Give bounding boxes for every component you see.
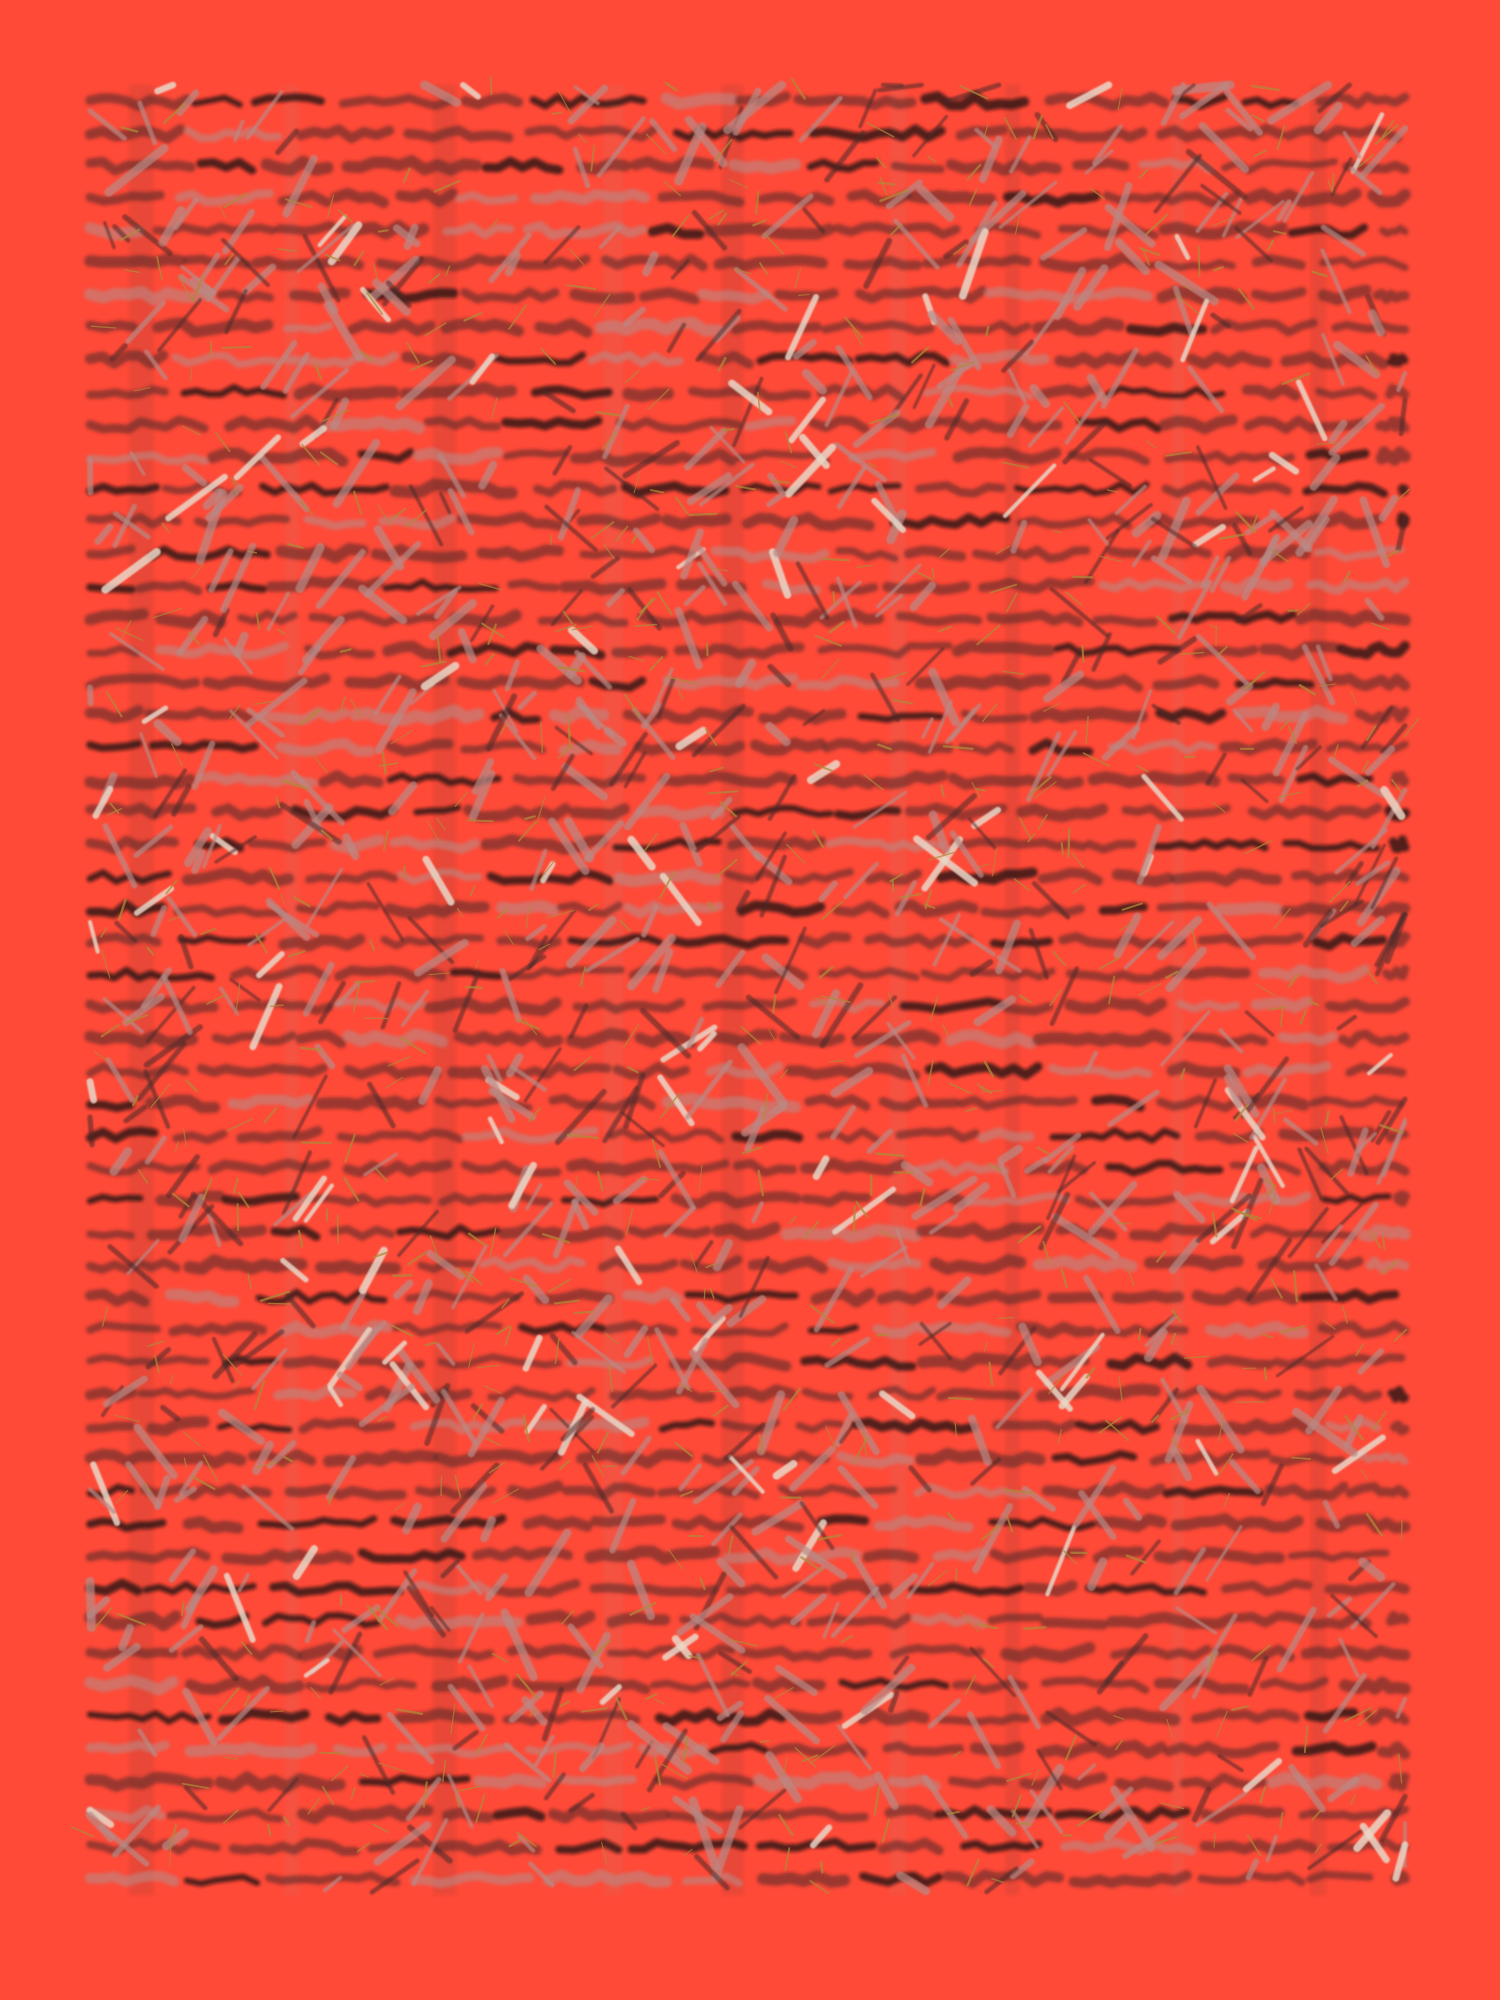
squiggle-segment (1303, 1293, 1395, 1300)
squiggle-segment (760, 355, 849, 361)
ochre-fleck (441, 1476, 442, 1495)
ochre-fleck (689, 514, 716, 515)
squiggle-segment (641, 810, 720, 816)
squiggle-segment (953, 778, 1079, 785)
squiggle-segment (90, 1105, 130, 1108)
squiggle-segment (90, 1454, 152, 1461)
squiggle-segment (90, 195, 160, 201)
squiggle-segment (952, 1781, 1003, 1785)
squiggle-segment (1053, 1297, 1098, 1298)
ochre-fleck (223, 347, 251, 348)
squiggle-segment (202, 1068, 324, 1073)
squiggle-segment (90, 1876, 174, 1882)
squiggle-segment (1310, 581, 1405, 590)
ochre-fleck (1214, 1834, 1215, 1848)
squiggle-segment (702, 294, 765, 299)
squiggle-segment (1335, 325, 1405, 330)
squiggle-segment (255, 97, 321, 102)
squiggle-segment (575, 455, 649, 462)
squiggle-segment (1044, 1745, 1162, 1754)
ochre-fleck (949, 1398, 973, 1399)
ochre-fleck (1062, 843, 1063, 854)
ochre-fleck (365, 1018, 388, 1019)
squiggle-segment (958, 646, 1050, 651)
squiggle-segment (1284, 1132, 1371, 1136)
ochre-fleck (854, 1207, 855, 1233)
squiggle-segment (312, 614, 433, 623)
ochre-fleck (490, 77, 491, 95)
squiggle-segment (90, 1234, 131, 1236)
squiggle-segment (821, 1519, 864, 1522)
squiggle-segment (783, 1037, 840, 1043)
ochre-fleck (238, 1204, 239, 1230)
squiggle-segment (1221, 908, 1277, 910)
squiggle-segment (1248, 1066, 1327, 1073)
squiggle-segment (1094, 776, 1215, 782)
squiggle-segment (719, 260, 823, 266)
squiggle-segment (1038, 1035, 1166, 1041)
squiggle-segment (278, 1390, 352, 1396)
squiggle-segment (883, 1842, 939, 1850)
squiggle-segment (762, 196, 829, 202)
squiggle-segment (1398, 1195, 1405, 1202)
squiggle-segment (612, 1618, 665, 1623)
squiggle-segment (1301, 614, 1405, 622)
squiggle-segment (1211, 1360, 1269, 1365)
squiggle-segment (337, 1747, 382, 1752)
squiggle-segment (327, 422, 419, 429)
ochre-fleck (830, 1061, 844, 1062)
squiggle-segment (1357, 1455, 1406, 1462)
squiggle-segment (466, 98, 519, 105)
squiggle-segment (627, 1292, 678, 1299)
slash-mark (90, 1117, 92, 1145)
squiggle-segment (538, 1422, 645, 1428)
squiggle-segment (1296, 1746, 1371, 1752)
squiggle-segment (790, 1068, 915, 1076)
squiggle-segment (1282, 1036, 1333, 1041)
squiggle-segment (90, 1426, 130, 1429)
slash-mark (90, 1082, 94, 1100)
ochre-fleck (1185, 757, 1194, 758)
squiggle-segment (139, 585, 198, 591)
squiggle-segment (1167, 1489, 1261, 1494)
squiggle-segment (321, 1265, 395, 1269)
ochre-fleck (393, 1275, 411, 1276)
squiggle-segment (582, 518, 657, 526)
squiggle-segment (1074, 1875, 1187, 1883)
squiggle-segment (1120, 1782, 1168, 1787)
squiggle-segment (176, 1134, 223, 1141)
squiggle-segment (639, 746, 740, 752)
squiggle-segment (502, 906, 554, 910)
squiggle-segment (221, 1777, 340, 1787)
squiggle-segment (1096, 619, 1154, 623)
ochre-fleck (575, 1312, 593, 1313)
squiggle-segment (852, 452, 932, 458)
squiggle-segment (1395, 775, 1406, 783)
ochre-fleck (404, 866, 405, 877)
squiggle-segment (1117, 1295, 1178, 1298)
slash-mark (883, 85, 901, 86)
squiggle-segment (975, 1747, 1019, 1751)
squiggle-segment (1252, 808, 1377, 817)
ochre-fleck (821, 1862, 822, 1872)
squiggle-segment (1306, 1650, 1405, 1656)
ochre-fleck (467, 820, 493, 821)
squiggle-segment (1197, 650, 1254, 654)
ochre-fleck (1199, 247, 1200, 277)
squiggle-segment (299, 389, 393, 397)
squiggle-segment (462, 679, 580, 685)
squiggle-segment (540, 1294, 609, 1300)
squiggle-segment (879, 1520, 969, 1527)
squiggle-segment (540, 324, 587, 333)
squiggle-segment (1150, 1260, 1238, 1266)
squiggle-segment (188, 1522, 238, 1529)
squiggle-segment (1168, 1746, 1274, 1754)
ochre-fleck (1139, 1329, 1140, 1340)
squiggle-segment (1196, 1713, 1296, 1719)
squiggle-segment (895, 166, 941, 170)
squiggle-segment (941, 1392, 1017, 1396)
squiggle-segment (572, 1164, 663, 1171)
squiggle-segment (1364, 1230, 1405, 1236)
squiggle-segment (1070, 974, 1148, 979)
squiggle-segment (1077, 163, 1125, 167)
squiggle-segment (479, 1779, 542, 1784)
squiggle-segment (1350, 1487, 1405, 1494)
squiggle-segment (1038, 1260, 1132, 1267)
squiggle-segment (90, 744, 139, 748)
squiggle-segment (922, 1358, 1030, 1366)
slash-mark (90, 688, 91, 704)
slash-mark (90, 1581, 91, 1627)
ochre-fleck (379, 230, 388, 231)
squiggle-segment (232, 1099, 308, 1105)
ochre-fleck (1068, 829, 1069, 857)
squiggle-segment (667, 519, 726, 525)
squiggle-segment (813, 129, 942, 138)
squiggle-segment (1402, 488, 1405, 492)
squiggle-segment (1161, 906, 1206, 908)
squiggle-segment (994, 941, 1049, 945)
squiggle-segment (667, 98, 732, 104)
squiggle-segment (321, 1099, 420, 1106)
ochre-fleck (320, 1753, 345, 1754)
squiggle-segment (564, 744, 617, 750)
squiggle-segment (909, 550, 962, 556)
squiggle-segment (734, 164, 796, 168)
squiggle-segment (389, 906, 484, 914)
squiggle-segment (1007, 1007, 1049, 1011)
squiggle-segment (1309, 1713, 1354, 1718)
squiggle-segment (1256, 259, 1301, 265)
squiggle-segment (616, 650, 662, 653)
squiggle-segment (565, 584, 662, 590)
squiggle-segment (1256, 292, 1302, 298)
squiggle-segment (1247, 389, 1296, 396)
squiggle-segment (241, 1131, 318, 1139)
ochre-fleck (551, 535, 552, 544)
squiggle-segment (594, 1588, 713, 1593)
ochre-fleck (1024, 1627, 1046, 1629)
squiggle-segment (287, 1361, 336, 1365)
squiggle-segment (227, 1554, 349, 1561)
squiggle-segment (497, 1811, 541, 1816)
squiggle-segment (744, 1650, 867, 1657)
squiggle-segment (506, 421, 598, 426)
squiggle-segment (1045, 1623, 1103, 1625)
squiggle-segment (400, 1620, 517, 1625)
squiggle-segment (664, 776, 792, 783)
squiggle-segment (954, 841, 1082, 846)
squiggle-segment (1382, 452, 1405, 460)
squiggle-segment (848, 261, 918, 266)
squiggle-segment (575, 809, 625, 815)
squiggle-segment (601, 323, 719, 331)
squiggle-segment (437, 1844, 537, 1851)
squiggle-segment (703, 356, 749, 365)
squiggle-segment (286, 326, 329, 330)
squiggle-segment (1041, 388, 1095, 395)
squiggle-segment (513, 1486, 558, 1495)
squiggle-segment (997, 1424, 1072, 1430)
squiggle-segment (269, 1875, 396, 1882)
squiggle-segment (1377, 294, 1405, 300)
ochre-fleck (956, 1569, 957, 1580)
squiggle-segment (567, 1487, 652, 1496)
squiggle-segment (90, 1745, 165, 1750)
squiggle-segment (511, 583, 555, 588)
squiggle-segment (763, 1876, 845, 1882)
ochre-fleck (269, 1303, 291, 1304)
squiggle-segment (446, 324, 518, 332)
ochre-fleck (1017, 1824, 1031, 1825)
squiggle-segment (1393, 840, 1405, 849)
squiggle-segment (790, 1715, 838, 1720)
squiggle-segment (861, 715, 941, 719)
ochre-fleck (1083, 646, 1084, 661)
squiggle-segment (329, 1455, 432, 1462)
squiggle-segment (982, 1132, 1029, 1138)
ochre-fleck (302, 1143, 331, 1144)
squiggle-segment (1101, 1519, 1162, 1526)
squiggle-segment (1232, 778, 1281, 781)
squiggle-segment (882, 1293, 929, 1300)
squiggle-segment (805, 1196, 866, 1203)
squiggle-segment (1205, 1844, 1312, 1850)
squiggle-segment (1391, 1616, 1405, 1622)
squiggle-segment (190, 1748, 312, 1753)
squiggle-segment (141, 1390, 252, 1396)
squiggle-segment (916, 1617, 983, 1625)
squiggle-segment (1101, 292, 1148, 296)
ochre-fleck (894, 1172, 913, 1173)
squiggle-segment (1046, 1712, 1174, 1721)
ochre-fleck (466, 987, 482, 988)
squiggle-segment (528, 1520, 588, 1526)
squiggle-segment (284, 939, 360, 946)
squiggle-segment (818, 779, 868, 784)
ochre-fleck (834, 592, 835, 603)
squiggle-segment (90, 937, 157, 944)
squiggle-segment (1156, 842, 1265, 848)
squiggle-segment (1256, 1002, 1308, 1008)
squiggle-segment (90, 1325, 157, 1330)
squiggle-segment (1395, 1425, 1405, 1431)
squiggle-segment (548, 1875, 666, 1882)
squiggle-segment (591, 1551, 715, 1559)
ochre-fleck (977, 789, 985, 791)
squiggle-segment (535, 194, 645, 200)
squiggle-segment (90, 1197, 140, 1201)
squiggle-segment (90, 259, 180, 263)
squiggle-segment (1260, 1098, 1304, 1105)
squiggle-segment (1240, 711, 1343, 719)
squiggle-segment (355, 710, 479, 720)
ochre-fleck (1118, 1223, 1131, 1224)
squiggle-segment (798, 99, 912, 105)
squiggle-segment (1319, 390, 1374, 397)
squiggle-segment (868, 1554, 914, 1558)
ochre-fleck (1063, 1835, 1071, 1836)
squiggle-segment (921, 1454, 1040, 1462)
squiggle-segment (1224, 743, 1313, 751)
squiggle-segment (941, 1717, 1026, 1722)
ochre-fleck (1265, 1368, 1266, 1380)
ochre-fleck (823, 559, 849, 560)
squiggle-segment (675, 938, 786, 945)
squiggle-segment (561, 1779, 633, 1783)
ochre-fleck (355, 981, 374, 982)
squiggle-segment (889, 1810, 930, 1815)
ochre-fleck (338, 1216, 339, 1243)
squiggle-segment (506, 453, 565, 457)
squiggle-segment (1310, 1874, 1370, 1879)
squiggle-segment (1393, 1777, 1406, 1787)
ochre-fleck (1073, 577, 1092, 578)
squiggle-segment (226, 1197, 296, 1202)
ochre-fleck (723, 429, 733, 430)
squiggle-segment (437, 1681, 503, 1688)
squiggle-segment (90, 614, 143, 620)
squiggle-segment (706, 1002, 793, 1008)
squiggle-segment (1390, 357, 1405, 364)
squiggle-segment (1052, 1068, 1149, 1075)
squiggle-segment (90, 487, 156, 492)
squiggle-segment (1383, 228, 1405, 234)
squiggle-segment (1060, 356, 1168, 364)
squiggle-segment (992, 1618, 1039, 1621)
squiggle-segment (937, 1552, 981, 1557)
squiggle-segment (1392, 1390, 1405, 1399)
ochre-fleck (1274, 1108, 1275, 1123)
squiggle-segment (575, 294, 630, 299)
squiggle-segment (1382, 1747, 1405, 1755)
